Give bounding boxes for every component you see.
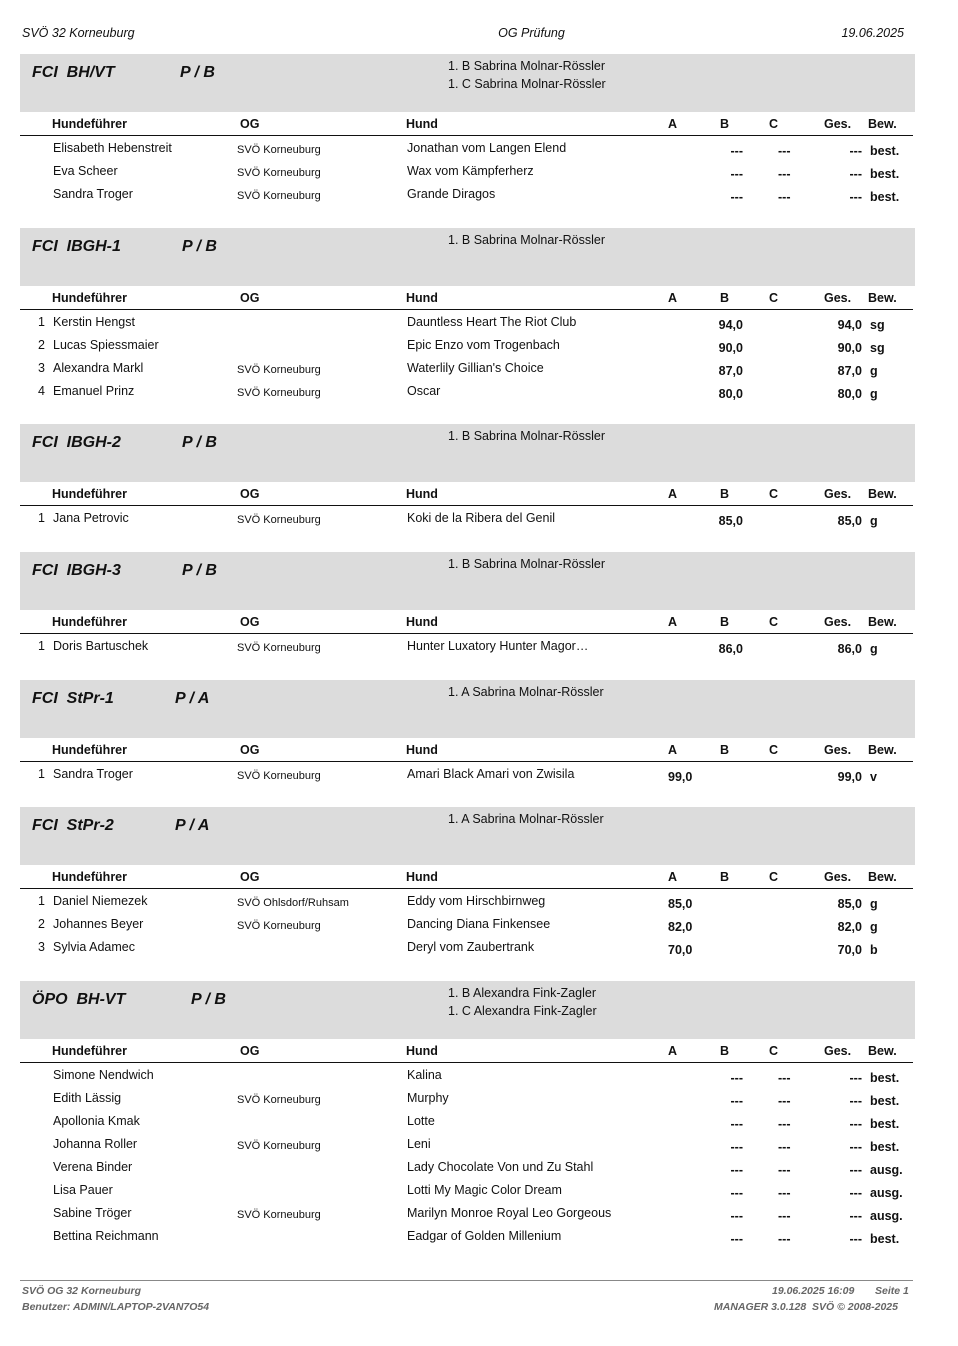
col-og: OG	[240, 291, 260, 305]
section-name: FCI IBGH-2	[32, 434, 121, 451]
total-cell: 70,0	[837, 943, 862, 957]
col-bew: Bew.	[868, 870, 897, 884]
rank-cell: 1	[38, 511, 45, 525]
col-og: OG	[240, 615, 260, 629]
handler-cell: Lisa Pauer	[53, 1183, 113, 1197]
total-cell: ---	[849, 1163, 862, 1177]
score-b-cell: ---	[730, 1209, 743, 1223]
handler-cell: Lucas Spiessmaier	[53, 338, 159, 352]
section-level: P / A	[175, 690, 210, 707]
section-name: FCI IBGH-3	[32, 562, 121, 579]
rating-cell: best.	[870, 1140, 900, 1154]
dog-cell: Eadgar of Golden Millenium	[407, 1229, 562, 1243]
og-cell: SVÖ Korneuburg	[237, 770, 321, 782]
table-row	[20, 1183, 913, 1206]
score-b-cell: ---	[730, 1094, 743, 1108]
handler-cell: Doris Bartuschek	[53, 639, 149, 653]
col-c: C	[769, 1044, 779, 1058]
rank-cell: 1	[38, 767, 45, 781]
score-b-cell: ---	[730, 1163, 743, 1177]
table-row	[20, 1206, 913, 1229]
col-a: A	[668, 291, 678, 305]
score-c-cell: ---	[778, 1117, 791, 1131]
total-cell: 80,0	[837, 387, 862, 401]
col-hundefuehrer: Hundeführer	[52, 615, 127, 629]
score-b-cell: ---	[730, 144, 743, 158]
score-b-cell: 87,0	[718, 364, 743, 378]
table-row	[20, 917, 913, 940]
handler-cell: Johanna Roller	[53, 1137, 138, 1151]
col-ges: Ges.	[824, 291, 852, 305]
judges-list	[448, 683, 604, 701]
col-ges: Ges.	[824, 743, 852, 757]
rank-cell: 3	[38, 361, 45, 375]
judges-list	[448, 427, 605, 445]
section-header-band	[20, 680, 915, 738]
judge-entry: 1. B Alexandra Fink-Zagler	[448, 986, 596, 1000]
handler-cell: Sabine Tröger	[53, 1206, 132, 1220]
col-b: B	[720, 615, 730, 629]
handler-cell: Edith Lässig	[53, 1091, 122, 1105]
table-row	[20, 361, 913, 384]
col-ges: Ges.	[824, 1044, 852, 1058]
column-header-row	[20, 291, 913, 310]
table-row	[20, 1068, 913, 1091]
total-cell: 82,0	[837, 920, 862, 934]
rank-cell: 4	[38, 384, 45, 398]
score-a-cell: 70,0	[668, 943, 693, 957]
section-level: P / B	[182, 238, 217, 255]
section-header-band	[20, 552, 915, 610]
og-cell: SVÖ Korneuburg	[237, 144, 321, 156]
rating-cell: g	[870, 642, 878, 656]
col-ges: Ges.	[824, 870, 852, 884]
column-header-row	[20, 487, 913, 506]
table-row	[20, 141, 913, 164]
column-header-row	[20, 870, 913, 889]
og-cell: SVÖ Korneuburg	[237, 387, 321, 399]
table-row	[20, 384, 913, 407]
dog-cell: Epic Enzo vom Trogenbach	[407, 338, 560, 352]
col-hund: Hund	[406, 1044, 438, 1058]
table-row	[20, 1229, 913, 1252]
table-row	[20, 164, 913, 187]
handler-cell: Jana Petrovic	[53, 511, 129, 525]
judge-entry: 1. B Sabrina Molnar-Rössler	[448, 59, 606, 73]
dog-cell: Amari Black Amari von Zwisila	[407, 767, 575, 781]
total-cell: ---	[849, 1186, 862, 1200]
col-c: C	[769, 615, 779, 629]
rating-cell: sg	[870, 318, 885, 332]
footer-user: Benutzer: ADMIN/LAPTOP-2VAN7O54	[22, 1301, 210, 1313]
col-ges: Ges.	[824, 117, 852, 131]
col-og: OG	[240, 117, 260, 131]
col-bew: Bew.	[868, 291, 897, 305]
handler-cell: Sandra Troger	[53, 767, 133, 781]
dog-cell: Dancing Diana Finkensee	[407, 917, 551, 931]
og-cell: SVÖ Korneuburg	[237, 167, 321, 179]
col-a: A	[668, 487, 678, 501]
total-cell: ---	[849, 1071, 862, 1085]
rating-cell: ausg.	[870, 1163, 903, 1177]
handler-cell: Bettina Reichmann	[53, 1229, 159, 1243]
total-cell: ---	[849, 1117, 862, 1131]
rating-cell: g	[870, 387, 878, 401]
col-a: A	[668, 743, 678, 757]
section-name: ÖPO BH-VT	[32, 991, 126, 1008]
col-hundefuehrer: Hundeführer	[52, 487, 127, 501]
header-club: SVÖ 32 Korneuburg	[22, 26, 135, 40]
total-cell: ---	[849, 1209, 862, 1223]
column-header-row	[20, 743, 913, 762]
table-row	[20, 1137, 913, 1160]
dog-cell: Jonathan vom Langen Elend	[407, 141, 567, 155]
dog-cell: Deryl vom Zaubertrank	[407, 940, 535, 954]
og-cell: SVÖ Korneuburg	[237, 1209, 321, 1221]
section-level: P / B	[191, 991, 226, 1008]
handler-cell: Simone Nendwich	[53, 1068, 154, 1082]
score-b-cell: ---	[730, 1117, 743, 1131]
judge-entry: 1. C Alexandra Fink-Zagler	[448, 1004, 597, 1018]
og-cell: SVÖ Korneuburg	[237, 364, 321, 376]
section-name: FCI IBGH-1	[32, 238, 121, 255]
rating-cell: g	[870, 897, 878, 911]
total-cell: 99,0	[837, 770, 862, 784]
score-c-cell: ---	[778, 1071, 791, 1085]
section-header-band	[20, 424, 915, 482]
rating-cell: best.	[870, 1232, 900, 1246]
table-row	[20, 1160, 913, 1183]
handler-cell: Sandra Troger	[53, 187, 133, 201]
judge-entry: 1. B Sabrina Molnar-Rössler	[448, 557, 606, 571]
handler-cell: Alexandra Markl	[53, 361, 144, 375]
col-bew: Bew.	[868, 487, 897, 501]
total-cell: ---	[849, 1094, 862, 1108]
col-b: B	[720, 487, 730, 501]
footer-org: SVÖ OG 32 Korneuburg	[22, 1285, 142, 1297]
score-b-cell: ---	[730, 1186, 743, 1200]
total-cell: ---	[849, 190, 862, 204]
score-b-cell: ---	[730, 1140, 743, 1154]
dog-cell: Lady Chocolate Von und Zu Stahl	[407, 1160, 594, 1174]
score-c-cell: ---	[778, 1186, 791, 1200]
col-hundefuehrer: Hundeführer	[52, 291, 127, 305]
score-c-cell: ---	[778, 1232, 791, 1246]
col-c: C	[769, 117, 779, 131]
footer-divider	[20, 1280, 913, 1281]
col-bew: Bew.	[868, 615, 897, 629]
handler-cell: Elisabeth Hebenstreit	[53, 141, 172, 155]
rating-cell: g	[870, 514, 878, 528]
total-cell: 85,0	[837, 897, 862, 911]
col-hundefuehrer: Hundeführer	[52, 743, 127, 757]
table-row	[20, 315, 913, 338]
score-a-cell: 85,0	[668, 897, 693, 911]
table-row	[20, 187, 913, 210]
total-cell: ---	[849, 167, 862, 181]
col-hund: Hund	[406, 615, 438, 629]
col-og: OG	[240, 1044, 260, 1058]
footer-page: Seite 1	[875, 1285, 909, 1297]
score-b-cell: ---	[730, 1071, 743, 1085]
handler-cell: Kerstin Hengst	[53, 315, 135, 329]
rank-cell: 1	[38, 639, 45, 653]
dog-cell: Koki de la Ribera del Genil	[407, 511, 555, 525]
table-row	[20, 338, 913, 361]
handler-cell: Verena Binder	[53, 1160, 133, 1174]
section-level: P / B	[182, 562, 217, 579]
score-c-cell: ---	[778, 190, 791, 204]
og-cell: SVÖ Korneuburg	[237, 1140, 321, 1152]
total-cell: 87,0	[837, 364, 862, 378]
handler-cell: Daniel Niemezek	[53, 894, 148, 908]
handler-cell: Eva Scheer	[53, 164, 118, 178]
rank-cell: 1	[38, 315, 45, 329]
dog-cell: Kalina	[407, 1068, 442, 1082]
rating-cell: best.	[870, 167, 900, 181]
col-hund: Hund	[406, 743, 438, 757]
col-hund: Hund	[406, 487, 438, 501]
table-row	[20, 940, 913, 963]
rating-cell: best.	[870, 1071, 900, 1085]
rating-cell: ausg.	[870, 1186, 903, 1200]
col-c: C	[769, 870, 779, 884]
col-og: OG	[240, 870, 260, 884]
col-a: A	[668, 1044, 678, 1058]
dog-cell: Leni	[407, 1137, 431, 1151]
section-level: P / B	[182, 434, 217, 451]
og-cell: SVÖ Korneuburg	[237, 642, 321, 654]
col-hundefuehrer: Hundeführer	[52, 870, 127, 884]
score-b-cell: 80,0	[718, 387, 743, 401]
handler-cell: Johannes Beyer	[53, 917, 144, 931]
col-c: C	[769, 743, 779, 757]
og-cell: SVÖ Korneuburg	[237, 514, 321, 526]
score-c-cell: ---	[778, 1209, 791, 1223]
rating-cell: best.	[870, 144, 900, 158]
section-name: FCI BH/VT	[32, 64, 115, 81]
col-c: C	[769, 291, 779, 305]
col-b: B	[720, 291, 730, 305]
col-c: C	[769, 487, 779, 501]
col-ges: Ges.	[824, 487, 852, 501]
rating-cell: sg	[870, 341, 885, 355]
score-a-cell: 82,0	[668, 920, 693, 934]
header-title: OG Prüfung	[498, 26, 565, 40]
col-b: B	[720, 870, 730, 884]
rating-cell: ausg.	[870, 1209, 903, 1223]
col-a: A	[668, 117, 678, 131]
table-row	[20, 894, 913, 917]
handler-cell: Sylvia Adamec	[53, 940, 135, 954]
section-name: FCI StPr-1	[32, 690, 114, 707]
score-c-cell: ---	[778, 1163, 791, 1177]
col-bew: Bew.	[868, 1044, 897, 1058]
dog-cell: Wax vom Kämpferherz	[407, 164, 534, 178]
rating-cell: best.	[870, 1094, 900, 1108]
header-date: 19.06.2025	[841, 26, 904, 40]
og-cell: SVÖ Korneuburg	[237, 190, 321, 202]
score-b-cell: 85,0	[718, 514, 743, 528]
total-cell: ---	[849, 144, 862, 158]
score-c-cell: ---	[778, 144, 791, 158]
score-b-cell: 86,0	[718, 642, 743, 656]
dog-cell: Hunter Luxatory Hunter Magor…	[407, 639, 589, 653]
section-header-band	[20, 228, 915, 286]
handler-cell: Emanuel Prinz	[53, 384, 135, 398]
section-header-band	[20, 54, 915, 112]
col-bew: Bew.	[868, 117, 897, 131]
judge-entry: 1. A Sabrina Molnar-Rössler	[448, 812, 604, 826]
column-header-row	[20, 615, 913, 634]
rating-cell: v	[870, 770, 877, 784]
judge-entry: 1. B Sabrina Molnar-Rössler	[448, 429, 606, 443]
dog-cell: Marilyn Monroe Royal Leo Gorgeous	[407, 1206, 612, 1220]
score-b-cell: 90,0	[718, 341, 743, 355]
footer-version: MANAGER 3.0.128 SVÖ © 2008-2025	[714, 1301, 898, 1313]
score-c-cell: ---	[778, 167, 791, 181]
col-og: OG	[240, 487, 260, 501]
column-header-row	[20, 117, 913, 136]
col-ges: Ges.	[824, 615, 852, 629]
score-b-cell: 94,0	[718, 318, 743, 332]
score-b-cell: ---	[730, 1232, 743, 1246]
rating-cell: b	[870, 943, 878, 957]
section-level: P / B	[180, 64, 215, 81]
col-hund: Hund	[406, 117, 438, 131]
col-hund: Hund	[406, 291, 438, 305]
judge-entry: 1. B Sabrina Molnar-Rössler	[448, 233, 606, 247]
total-cell: 90,0	[837, 341, 862, 355]
rank-cell: 2	[38, 338, 45, 352]
col-b: B	[720, 117, 730, 131]
rank-cell: 3	[38, 940, 45, 954]
col-hundefuehrer: Hundeführer	[52, 117, 127, 131]
col-hundefuehrer: Hundeführer	[52, 1044, 127, 1058]
total-cell: ---	[849, 1232, 862, 1246]
rank-cell: 1	[38, 894, 45, 908]
total-cell: ---	[849, 1140, 862, 1154]
section-name: FCI StPr-2	[32, 817, 114, 834]
dog-cell: Lotti My Magic Color Dream	[407, 1183, 562, 1197]
table-row	[20, 1091, 913, 1114]
dog-cell: Lotte	[407, 1114, 435, 1128]
score-b-cell: ---	[730, 167, 743, 181]
col-bew: Bew.	[868, 743, 897, 757]
og-cell: SVÖ Ohlsdorf/Ruhsam	[237, 897, 349, 909]
col-b: B	[720, 743, 730, 757]
col-hund: Hund	[406, 870, 438, 884]
section-header-band	[20, 981, 915, 1039]
judges-list	[448, 555, 605, 573]
judges-list	[448, 231, 605, 249]
rating-cell: best.	[870, 190, 900, 204]
table-row	[20, 511, 913, 534]
og-cell: SVÖ Korneuburg	[237, 920, 321, 932]
table-row	[20, 1114, 913, 1137]
rating-cell: g	[870, 364, 878, 378]
col-a: A	[668, 615, 678, 629]
score-a-cell: 99,0	[668, 770, 693, 784]
total-cell: 85,0	[837, 514, 862, 528]
og-cell: SVÖ Korneuburg	[237, 1094, 321, 1106]
dog-cell: Dauntless Heart The Riot Club	[407, 315, 577, 329]
dog-cell: Eddy vom Hirschbirnweg	[407, 894, 546, 908]
col-a: A	[668, 870, 678, 884]
judges-list	[448, 984, 597, 1020]
section-header-band	[20, 807, 915, 865]
judges-list	[448, 810, 604, 828]
score-c-cell: ---	[778, 1140, 791, 1154]
judges-list	[448, 57, 606, 93]
handler-cell: Apollonia Kmak	[53, 1114, 140, 1128]
section-level: P / A	[175, 817, 210, 834]
footer-timestamp: 19.06.2025 16:09	[772, 1285, 855, 1297]
rating-cell: best.	[870, 1117, 900, 1131]
rank-cell: 2	[38, 917, 45, 931]
dog-cell: Oscar	[407, 384, 441, 398]
col-b: B	[720, 1044, 730, 1058]
score-c-cell: ---	[778, 1094, 791, 1108]
total-cell: 94,0	[837, 318, 862, 332]
total-cell: 86,0	[837, 642, 862, 656]
score-b-cell: ---	[730, 190, 743, 204]
table-row	[20, 639, 913, 662]
col-og: OG	[240, 743, 260, 757]
dog-cell: Grande Diragos	[407, 187, 496, 201]
table-row	[20, 767, 913, 790]
judge-entry: 1. C Sabrina Molnar-Rössler	[448, 77, 606, 91]
dog-cell: Murphy	[407, 1091, 449, 1105]
dog-cell: Waterlily Gillian's Choice	[407, 361, 544, 375]
rating-cell: g	[870, 920, 878, 934]
judge-entry: 1. A Sabrina Molnar-Rössler	[448, 685, 604, 699]
column-header-row	[20, 1044, 913, 1063]
